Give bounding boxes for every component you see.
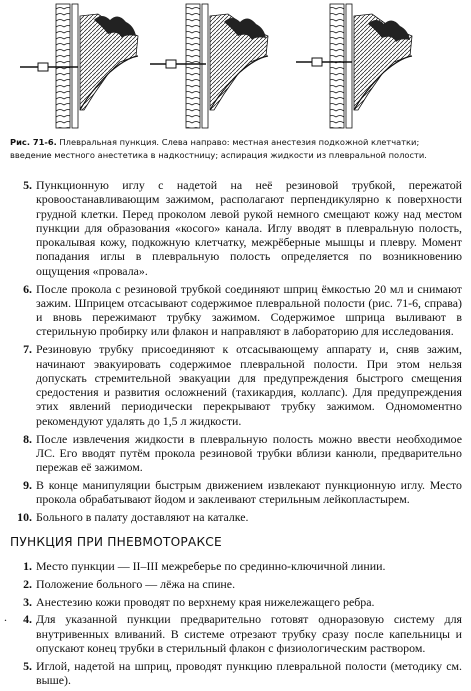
- step-item: [10, 612, 462, 655]
- step-text: Пункционную иглу с надетой на неё резиновой трубкой, пережатой кровоостанавливающим зажимом, располагают перпендикулярно к поверхности грудной клетки. Перед проколом левой рукой немного смещают кожу над местом пункции для образования «косого» канала. Иглу вводят в плевральную полость, прокалывая кожу, подкожную клетчатку, межрёберные мышцы и плевру. Момент попадания иглы в плевральную полость определяется по возникновению ощущения «провала».: [36, 178, 462, 278]
- step-text: Положение больного — лёжа на спине.: [36, 576, 236, 591]
- step-number: 10.: [17, 510, 32, 525]
- margin-mark: .: [4, 610, 7, 624]
- tissue-layer-outer: [56, 4, 70, 128]
- step-item: [10, 595, 462, 609]
- step-number: 9.: [23, 477, 32, 492]
- step-number: 5.: [23, 178, 32, 192]
- step-item: [10, 659, 462, 688]
- step-number: 4.: [23, 612, 32, 627]
- step-text: Анестезию кожи проводят по верхнему края нижележащего ребра.: [36, 594, 375, 609]
- figure-caption: [10, 136, 462, 162]
- step-text: Место пункции — II–III межреберье по срединно-ключичной линии.: [36, 559, 386, 573]
- section-heading: ПУНКЦИЯ ПРИ ПНЕВМОТОРАКСЕ: [10, 535, 222, 549]
- step-text: После прокола с резиновой трубкой соединяют шприц ёмкостью 20 мл и снимают зажим. Шприцем отсасывают содержимое плевральной полости (рис. 71-6, справа) и вновь пережимают трубку зажимом. Содержимое шприца выливают в стерильную пробирку или флакон и направляют в лабораторию для исследования.: [36, 281, 462, 339]
- caption-label: Рис. 71-6.: [10, 137, 57, 147]
- panel-periosteum-injection: [150, 4, 268, 128]
- step-text: В конце манипуляции быстрым движением извлекают пункционную иглу. Место прокола обрабатывают йодом и заклеивают стерильным лейкопластырем.: [36, 477, 462, 507]
- step-item: [10, 282, 462, 339]
- step-text: После извлечения жидкости в плевральную полость можно ввести необходимое ЛС. Его вводят путём прокола резиновой трубки вблизи канюли, предварительно пережав её зажимом.: [36, 431, 462, 475]
- caption-text: Плевральная пункция. Слева направо: местная анестезия подкожной клетчатки; введение местного анестетика в надкостницу; аспирация жидкости из плевральной полости.: [10, 137, 427, 160]
- step-number: 7.: [23, 342, 32, 357]
- figure-pleural-puncture: [0, 0, 471, 132]
- step-item: [10, 432, 462, 475]
- pneumothorax-steps: [10, 559, 462, 691]
- step-text: Иглой, надетой на шприц, проводят пункцию плевральной полости (методику см. выше).: [36, 658, 462, 688]
- step-item: [10, 510, 462, 524]
- step-number: 8.: [23, 431, 32, 446]
- step-text: Для указанной пункции предварительно готовят одноразовую систему для внутривенных вливаний. В системе отрезают трубку сразу после капельницы и опускают конец трубки в стерильный флакон с физиологическим раствором.: [36, 612, 462, 655]
- step-number: 5.: [23, 658, 32, 673]
- step-number: 1.: [23, 559, 32, 573]
- tissue-layer-skin: [72, 4, 78, 128]
- step-item: [10, 478, 462, 507]
- step-text: Резиновую трубку присоединяют к отсасывающему аппарату и, сняв зажим, начинают эвакуировать содержимое плевральной полости. При этом нельзя допускать стремительной эвакуации для предупреждения быстрого смещения средостения и развития осложнений (тахикардия, коллапс). Для предупреждения этих явлений периодически перекрывают трубку зажимом. Одномоментно рекомендуют удалять до 1,5 л жидкости.: [36, 342, 462, 428]
- needle-hub: [38, 63, 48, 71]
- step-item: [10, 559, 462, 573]
- step-number: 3.: [23, 594, 32, 609]
- panel-fluid-aspiration: [296, 4, 412, 128]
- step-text: Больного в палату доставляют на каталке.: [36, 510, 249, 525]
- panel-local-anesthesia: [20, 4, 138, 128]
- step-number: 2.: [23, 576, 32, 591]
- figure-illustration: [0, 0, 471, 132]
- step-number: 6.: [23, 281, 32, 296]
- procedure-steps: [10, 178, 462, 528]
- step-item: [10, 577, 462, 591]
- step-item: [10, 178, 462, 278]
- step-item: [10, 342, 462, 428]
